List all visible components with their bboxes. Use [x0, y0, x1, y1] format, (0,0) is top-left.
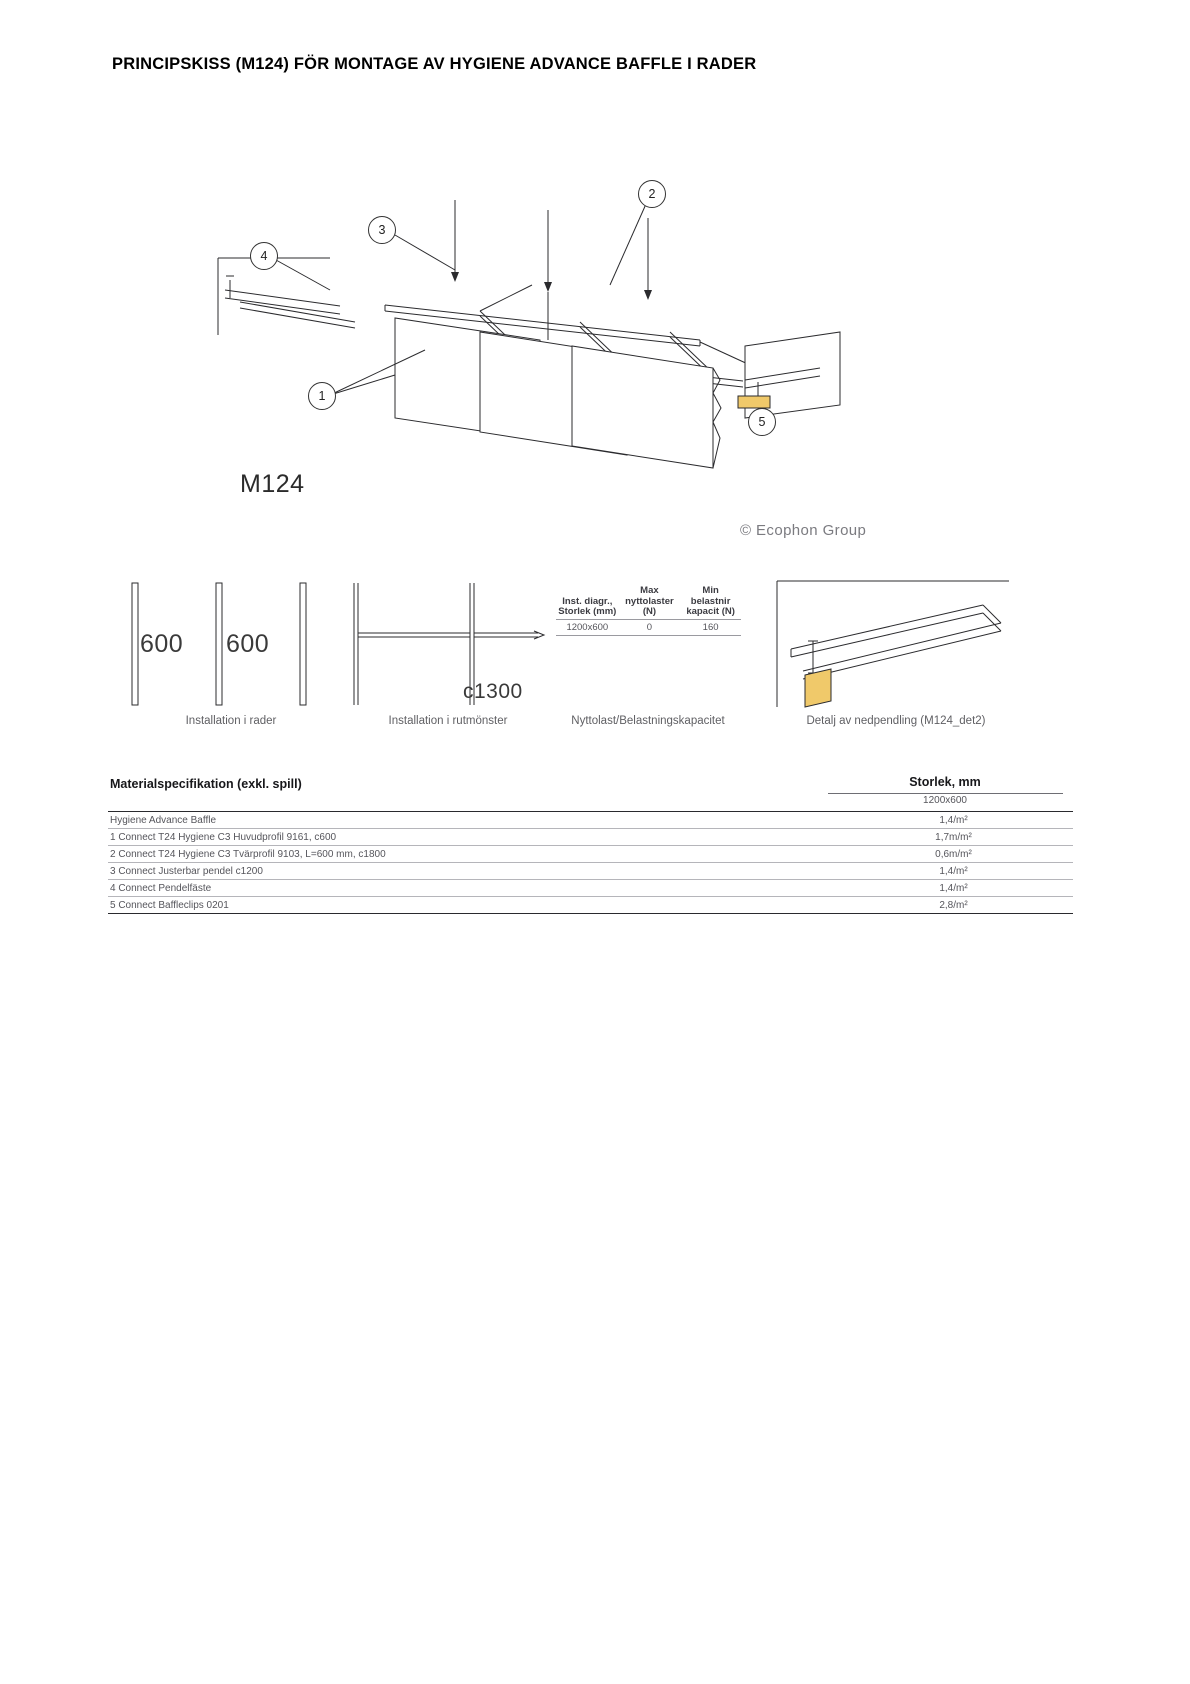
callout-marker-2 [638, 180, 666, 208]
isometric-drawing [180, 150, 940, 510]
table-row [556, 619, 741, 635]
load-header-max: Max nyttolaster (N) [619, 585, 681, 619]
load-header-min: Min belastnir kapacit (N) [680, 585, 741, 619]
callout-label: 3 [378, 223, 386, 237]
caption-pendant-detail: Detalj av nedpendling (M124_det2) [806, 715, 986, 727]
spec-row-name: Hygiene Advance Baffle [108, 812, 834, 829]
drawing-code-label: M124 [240, 470, 305, 498]
spec-title: Materialspecifikation (exkl. spill) [110, 777, 302, 791]
brand-copyright: © Ecophon Group [740, 522, 867, 539]
right-detail-inset [738, 332, 840, 418]
page-title: PRINCIPSKISS (M124) FÖR MONTAGE AV HYGIENE ADVANCE BAFFLE I RADER [112, 55, 757, 73]
spec-row-name: 4 Connect Pendelfäste [108, 880, 834, 897]
spec-row-value: 2,8/m² [834, 897, 1073, 914]
caption-installation-rows: Installation i rader [185, 715, 277, 727]
spec-row-value: 1,4/m² [834, 863, 1073, 880]
table-row [108, 897, 1073, 914]
dimension-600-right: 600 [226, 630, 270, 658]
spec-row-value: 1,4/m² [834, 880, 1073, 897]
spec-size-header: Storlek, mm [909, 775, 981, 789]
callout-label: 5 [758, 415, 766, 429]
load-cell-min: 160 [680, 619, 741, 635]
spec-table [108, 811, 1073, 914]
spec-size-subheader: 1200x600 [923, 795, 967, 806]
callout-marker-5 [748, 408, 776, 436]
table-row [108, 812, 1073, 829]
callout-marker-4 [250, 242, 278, 270]
table-row [108, 863, 1073, 880]
spec-row-name: 2 Connect T24 Hygiene C3 Tvärprofil 9103, L=600 mm, c1800 [108, 846, 834, 863]
callout-marker-3 [368, 216, 396, 244]
callout-label: 2 [648, 187, 656, 201]
pendant-detail-svg [773, 575, 1013, 715]
spec-size-rule [828, 793, 1063, 794]
left-detail-inset [218, 258, 355, 335]
spec-row-value: 0,6m/m² [834, 846, 1073, 863]
spec-row-name: 5 Connect Baffleclips 0201 [108, 897, 834, 914]
callout-label: 4 [260, 249, 268, 263]
callout-label: 1 [318, 389, 326, 403]
isometric-svg [180, 150, 940, 510]
panel-pendant-detail [773, 575, 1013, 715]
table-row [108, 880, 1073, 897]
load-cell-max: 0 [619, 619, 681, 635]
load-cell-size: 1200x600 [556, 619, 619, 635]
dimension-600-left: 600 [140, 630, 184, 658]
table-row [108, 846, 1073, 863]
spec-row-value: 1,7m/m² [834, 829, 1073, 846]
spec-row-name: 3 Connect Justerbar pendel c1200 [108, 863, 834, 880]
caption-load-capacity: Nyttolast/Belastningskapacitet [571, 715, 725, 727]
spec-row-name: 1 Connect T24 Hygiene C3 Huvudprofil 9161, c600 [108, 829, 834, 846]
detail-panels-row [108, 575, 1073, 740]
load-capacity-table [556, 585, 741, 636]
table-row [108, 829, 1073, 846]
caption-installation-grid: Installation i rutmönster [388, 715, 508, 727]
spec-row-value: 1,4/m² [834, 812, 1073, 829]
dimension-c1300: c1300 [463, 680, 523, 703]
callout-marker-1 [308, 382, 336, 410]
load-header-size: Inst. diagr., Storlek (mm) [556, 585, 619, 619]
